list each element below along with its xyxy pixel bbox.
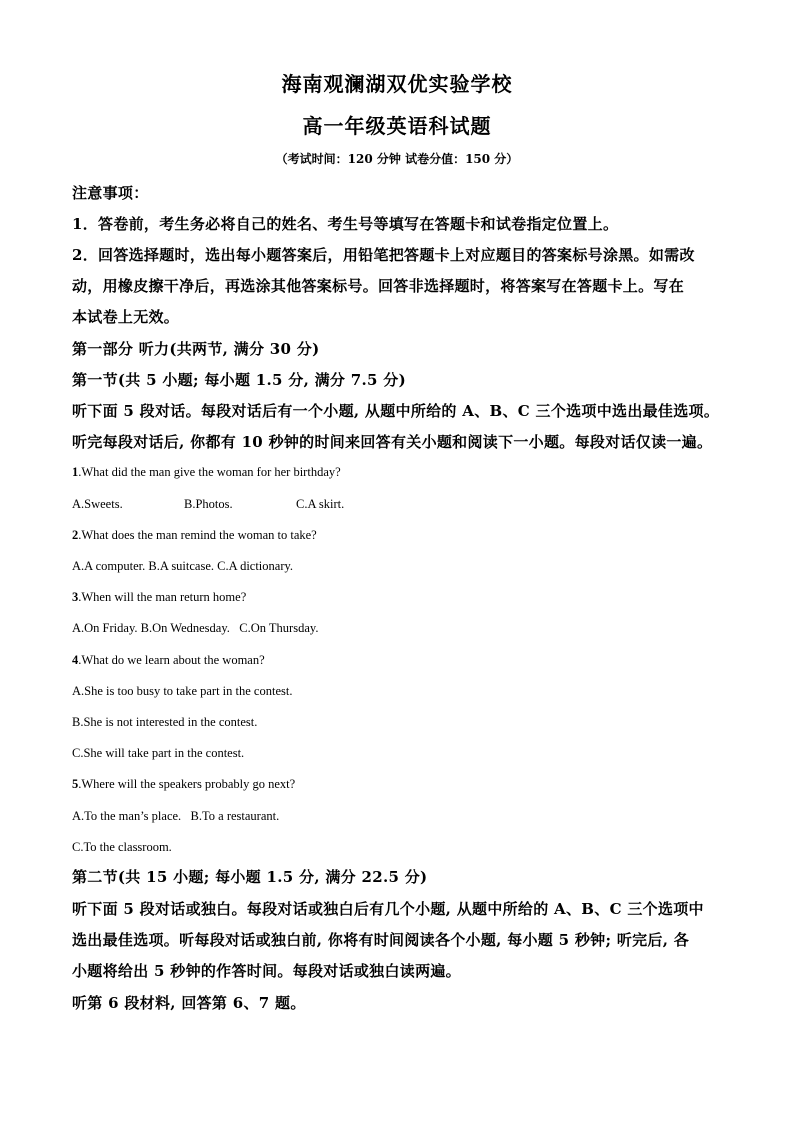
question-number: 3: [72, 590, 79, 604]
question-number: 2: [72, 528, 79, 542]
question-5-options-ab: [72, 808, 279, 824]
question-text: .When will the man return home?: [78, 590, 247, 604]
question-1-options: [72, 496, 344, 512]
question-2: [72, 527, 317, 543]
question-number: 5: [72, 777, 79, 791]
question-5: [72, 776, 295, 792]
school-name: 海南观澜湖双优实验学校: [281, 72, 513, 96]
question-4-option-c: C.She will take part in the contest.: [72, 746, 245, 760]
option-a: A.On Friday.: [72, 621, 138, 635]
exam-info: （考试时间：120 分钟 试卷分值：150 分）: [275, 152, 519, 166]
section1-instruction-line-2: 听完每段对话后, 你都有 10 秒钟的时间来回答有关小题和阅读下一小题。每段对话仅读一遍。: [72, 433, 713, 451]
section1-instruction-line-1: 听下面 5 段对话。每段对话后有一个小题, 从题中所给的 A、B、C 三个选项中选出最佳选项。: [72, 402, 720, 420]
section2-instruction-line-2: 选出最佳选项。听每段对话或独白前, 你将有时间阅读各个小题, 每小题 5 秒钟; 听完后, 各: [72, 931, 690, 949]
question-number: 4: [72, 653, 79, 667]
question-text: .What do we learn about the woman?: [78, 653, 265, 667]
question-1: [72, 464, 341, 480]
section2-instruction-line-1: 听下面 5 段对话或独白。每段对话或独白后有几个小题, 从题中所给的 A、B、C 三个选项中: [72, 900, 704, 918]
option-b: B.A suitcase.: [148, 559, 215, 573]
notice-item-2-line-2: 动，用橡皮擦干净后，再选涂其他答案标号。回答非选择题时，将答案写在答题卡上。写在: [72, 277, 685, 295]
option-c: C.On Thursday.: [239, 621, 319, 635]
question-4-option-a: A.She is too busy to take part in the contest.: [72, 684, 293, 698]
section1-heading: 第一节(共 5 小题; 每小题 1.5 分, 满分 7.5 分): [72, 371, 406, 389]
material-6-heading: 听第 6 段材料, 回答第 6、7 题。: [72, 994, 306, 1012]
question-3: [72, 589, 246, 605]
section2-instruction-line-3: 小题将给出 5 秒钟的作答时间。每段对话或独白读两遍。: [72, 962, 461, 980]
question-4: [72, 652, 265, 668]
option-b: B.On Wednesday.: [140, 621, 230, 635]
question-3-options: [72, 620, 318, 636]
option-a: A.Sweets.: [72, 497, 123, 511]
notice-heading: 注意事项：: [72, 184, 149, 202]
option-b: B.To a restaurant.: [190, 809, 280, 823]
part1-heading: 第一部分 听力(共两节, 满分 30 分): [72, 340, 320, 358]
notice-item-2-line-3: 本试卷上无效。: [72, 308, 180, 326]
question-text: .What did the man give the woman for her birthday?: [78, 465, 341, 479]
notice-item-2-line-1: 2．回答选择题时，选出每小题答案后，用铅笔把答题卡上对应题目的答案标号涂黑。如需改: [72, 246, 695, 264]
option-a: A.A computer.: [72, 559, 146, 573]
exam-title: 高一年级英语科试题: [302, 114, 492, 138]
question-2-options: [72, 558, 293, 574]
question-4-option-b: B.She is not interested in the contest.: [72, 715, 258, 729]
question-text: .What does the man remind the woman to take?: [78, 528, 317, 542]
option-c: C.A skirt.: [296, 497, 345, 511]
question-text: .Where will the speakers probably go next?: [78, 777, 296, 791]
question-number: 1: [72, 465, 79, 479]
notice-item-1: 1．答卷前，考生务必将自己的姓名、考生号等填写在答题卡和试卷指定位置上。: [72, 215, 619, 233]
option-a: A.To the man’s place.: [72, 809, 182, 823]
option-b: B.Photos.: [184, 497, 233, 511]
section2-heading: 第二节(共 15 小题; 每小题 1.5 分, 满分 22.5 分): [72, 868, 428, 886]
question-5-option-c: C.To the classroom.: [72, 840, 172, 854]
option-c: C.A dictionary.: [217, 559, 294, 573]
